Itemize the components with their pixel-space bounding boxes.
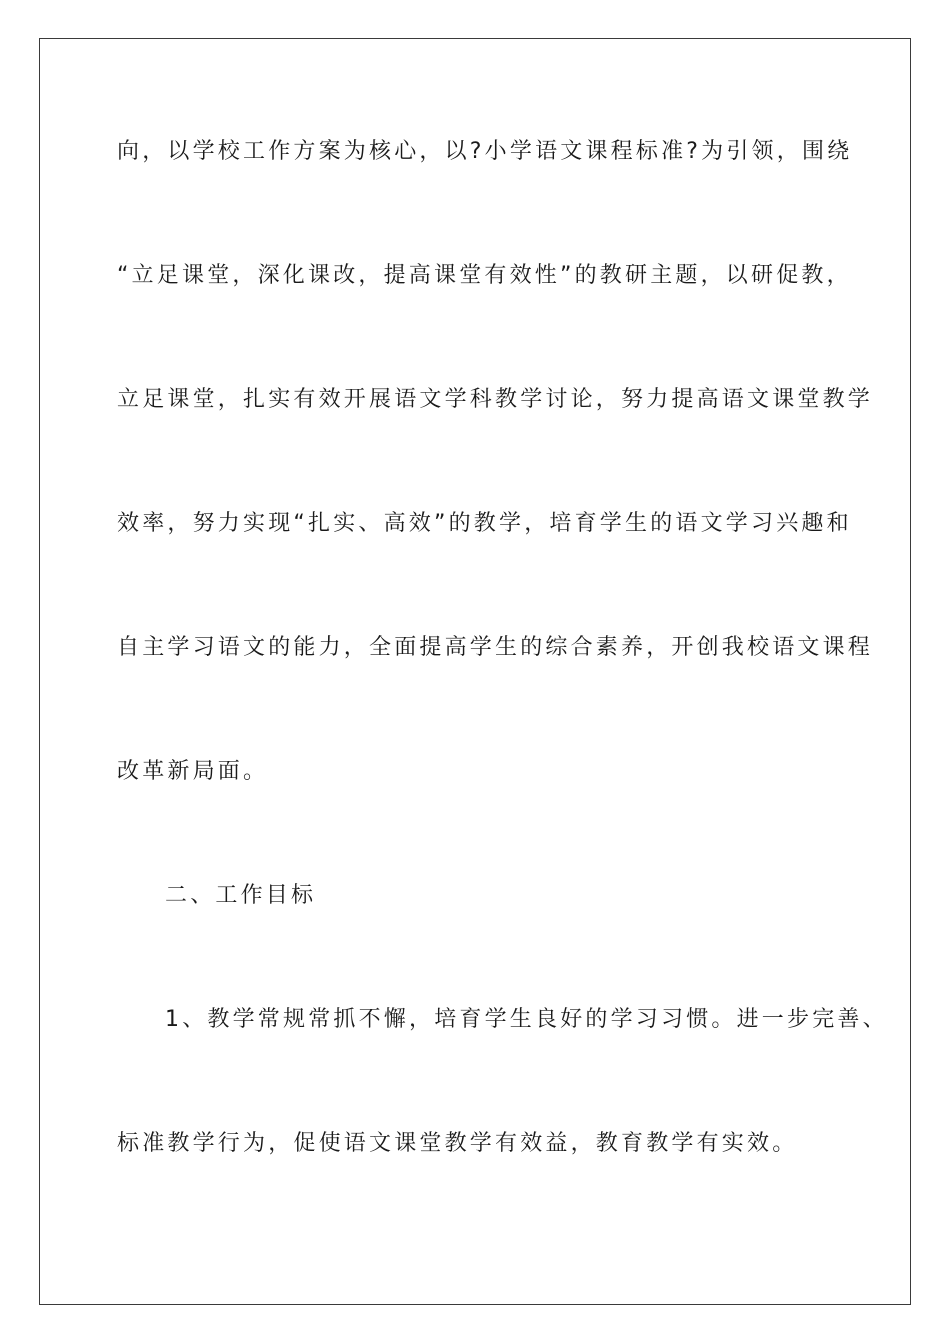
paragraph-line-5: 自主学习语文的能力，全面提高学生的综合素养，开创我校语文课程 [117, 635, 874, 660]
paragraph-line-4: 效率，努力实现“扎实、高效”的教学，培育学生的语文学习兴趣和 [117, 511, 852, 536]
paragraph-line-1: 向，以学校工作方案为核心，以?小学语文课程标准?为引领，围绕 [117, 139, 853, 164]
page-border [39, 38, 911, 1305]
list-item-1-line-1: 1、教学常规常抓不懈，培育学生良好的学习习惯。进一步完善、 [165, 1007, 888, 1032]
paragraph-line-6: 改革新局面。 [117, 759, 269, 784]
section-heading: 二、工作目标 [165, 883, 317, 908]
paragraph-line-2: “立足课堂，深化课改，提高课堂有效性”的教研主题，以研促教， [117, 263, 852, 288]
list-item-1-line-2: 标准教学行为，促使语文课堂教学有效益，教育教学有实效。 [117, 1131, 798, 1156]
paragraph-line-3: 立足课堂，扎实有效开展语文学科教学讨论，努力提高语文课堂教学 [117, 387, 874, 412]
